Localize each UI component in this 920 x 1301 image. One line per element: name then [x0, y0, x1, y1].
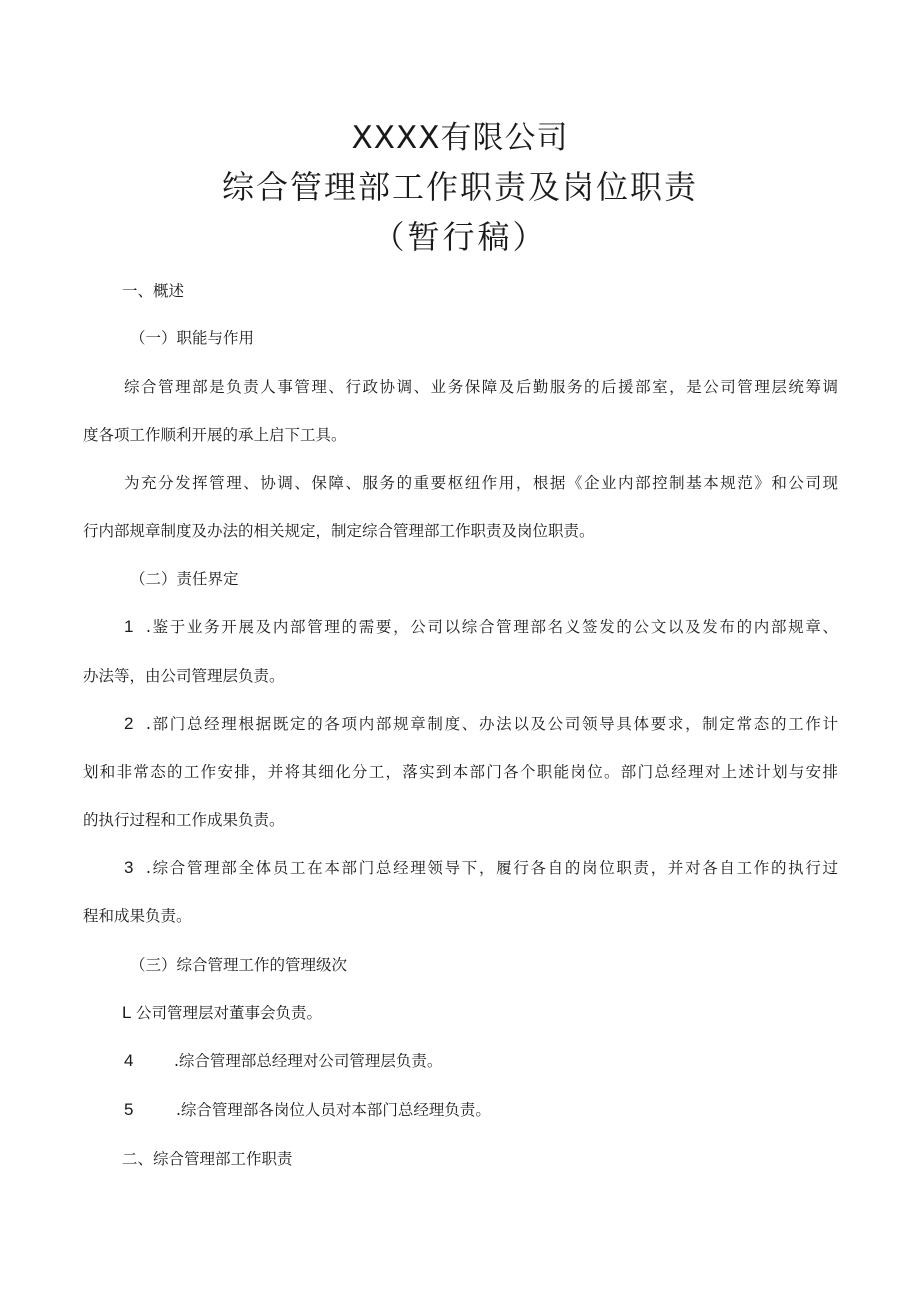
paragraph-2-line-2: 行内部规章制度及办法的相关规定，制定综合管理部工作职责及岗位职责。 — [83, 522, 595, 540]
level-3-number: 5 — [124, 1100, 134, 1119]
draft-status: （暂行稿） — [372, 218, 548, 256]
item-2-line-2: 划和非常态的工作安排，并将其细化分工，落实到本部门各个职能岗位。部门总经理对上述计划与安排 — [83, 763, 838, 781]
subsection-3-heading: （三）综合管理工作的管理级次 — [130, 956, 348, 974]
item-3-line-2: 程和成果负责。 — [83, 907, 192, 925]
level-2-number: 4 — [124, 1051, 134, 1070]
item-1-line-2: 办法等，由公司管理层负责。 — [83, 667, 285, 685]
document-title: 综合管理部工作职责及岗位职责 — [221, 168, 698, 206]
level-2-text: .综合管理部总经理对公司管理层负责。 — [174, 1052, 443, 1070]
paragraph-2-line-1: 为充分发挥管理、协调、保障、服务的重要枢纽作用，根据《企业内部控制基本规范》和公司现 — [124, 474, 838, 492]
item-1-line-1: .鉴于业务开展及内部管理的需要，公司以综合管理部名义签发的公文以及发布的内部规章、 — [146, 618, 838, 636]
item-2-number: 2 — [124, 714, 134, 733]
subsection-2-heading: （二）责任界定 — [130, 570, 239, 588]
item-2-line-1: .部门总经理根据既定的各项内部规章制度、办法以及公司领导具体要求，制定常态的工作计 — [146, 715, 838, 733]
paragraph-1-line-2: 度各项工作顺利开展的承上启下工具。 — [83, 426, 347, 444]
section-1-heading: 一、概述 — [122, 282, 185, 300]
company-name: XXXX有限公司 — [351, 120, 569, 156]
subsection-1-heading: （一）职能与作用 — [130, 329, 255, 347]
item-3-number: 3 — [124, 858, 134, 877]
item-3-line-1: .综合管理部全体员工在本部门总经理领导下，履行各自的岗位职责，并对各自工作的执行过 — [146, 859, 838, 877]
section-2-heading: 二、综合管理部工作职责 — [122, 1150, 293, 1168]
item-1-number: 1 — [124, 617, 134, 636]
item-2-line-3: 的执行过程和工作成果负责。 — [83, 811, 285, 829]
level-1-text: 公司管理层对董事会负责。 — [136, 1004, 323, 1022]
level-3-text: .综合管理部各岗位人员对本部门总经理负责。 — [176, 1101, 491, 1119]
paragraph-1-line-1: 综合管理部是负责人事管理、行政协调、业务保障及后勤服务的后援部室，是公司管理层统筹调 — [124, 378, 838, 396]
level-1-number: L — [122, 1003, 132, 1022]
